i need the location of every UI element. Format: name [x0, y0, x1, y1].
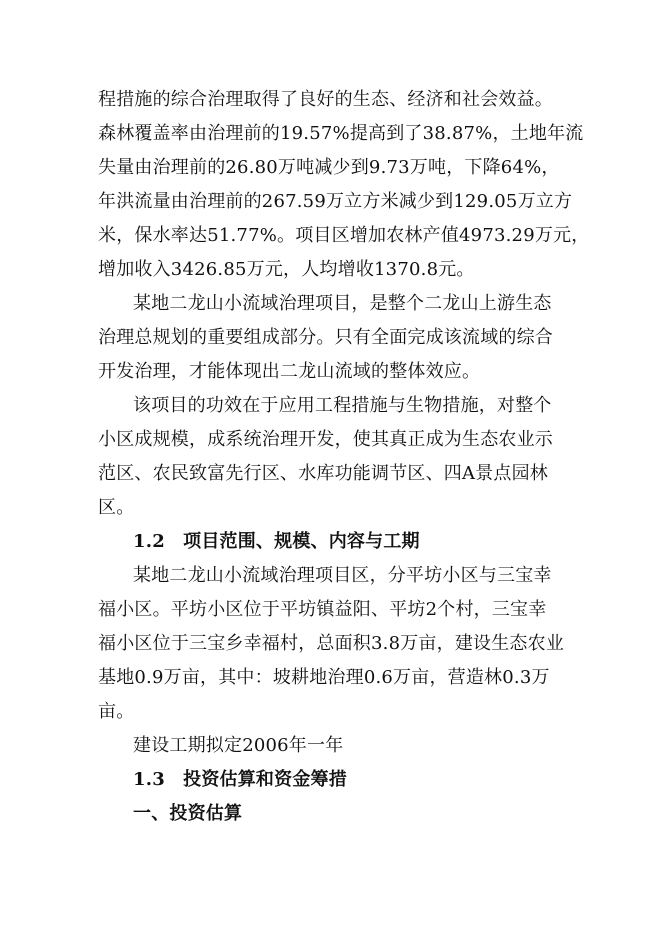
paragraph-line-13: 区。: [98, 497, 135, 518]
paragraph-line-8: 治理总规划的重要组成部分。只有全面完成该流域的综合: [98, 327, 553, 348]
paragraph-line-5: 米，保水率达51.77%。项目区增加农林产值4973.29万元，: [98, 225, 590, 246]
paragraph-line-11: 小区成规模，成系统治理开发，使其真正成为生态农业示: [98, 429, 553, 450]
paragraph-line-10: 该项目的功效在于应用工程措施与生物措施，对整个: [133, 395, 552, 416]
paragraph-line-19: 亩。: [98, 701, 135, 722]
paragraph-line-9: 开发治理，才能体现出二龙山流域的整体效应。: [98, 361, 481, 382]
section-heading-1-2: 1.2 项目范围、规模、内容与工期: [133, 531, 420, 552]
section-heading-1-3: 1.3 投资估算和资金筹措: [133, 769, 347, 790]
paragraph-line-12: 范区、农民致富先行区、水库功能调节区、四A景点园林: [98, 463, 548, 484]
paragraph-line-17: 福小区位于三宝乡幸福村，总面积3.8万亩，建设生态农业: [98, 633, 565, 654]
subsection-heading-investment-estimate: 一、投资估算: [133, 803, 243, 824]
paragraph-line-15: 某地二龙山小流域治理项目区，分平坊小区与三宝幸: [133, 565, 552, 586]
paragraph-line-20: 建设工期拟定2006年一年: [133, 735, 344, 756]
paragraph-line-1: 程措施的综合治理取得了良好的生态、经济和社会效益。: [98, 89, 553, 110]
paragraph-line-4: 年洪流量由治理前的267.59万立方米减少到129.05万立方: [98, 191, 573, 212]
paragraph-line-7: 某地二龙山小流域治理项目，是整个二龙山上游生态: [133, 293, 552, 314]
paragraph-line-6: 增加收入3426.85万元，人均增收1370.8元。: [98, 259, 475, 280]
paragraph-line-2: 森林覆盖率由治理前的19.57%提高到了38.87%，土地年流: [98, 123, 584, 144]
paragraph-line-16: 福小区。平坊小区位于平坊镇益阳、平坊2个村，三宝幸: [98, 599, 547, 620]
paragraph-line-18: 基地0.9万亩，其中：坡耕地治理0.6万亩，营造林0.3万: [98, 667, 550, 688]
paragraph-line-3: 失量由治理前的26.80万吨减少到9.73万吨，下降64%，: [98, 157, 560, 178]
